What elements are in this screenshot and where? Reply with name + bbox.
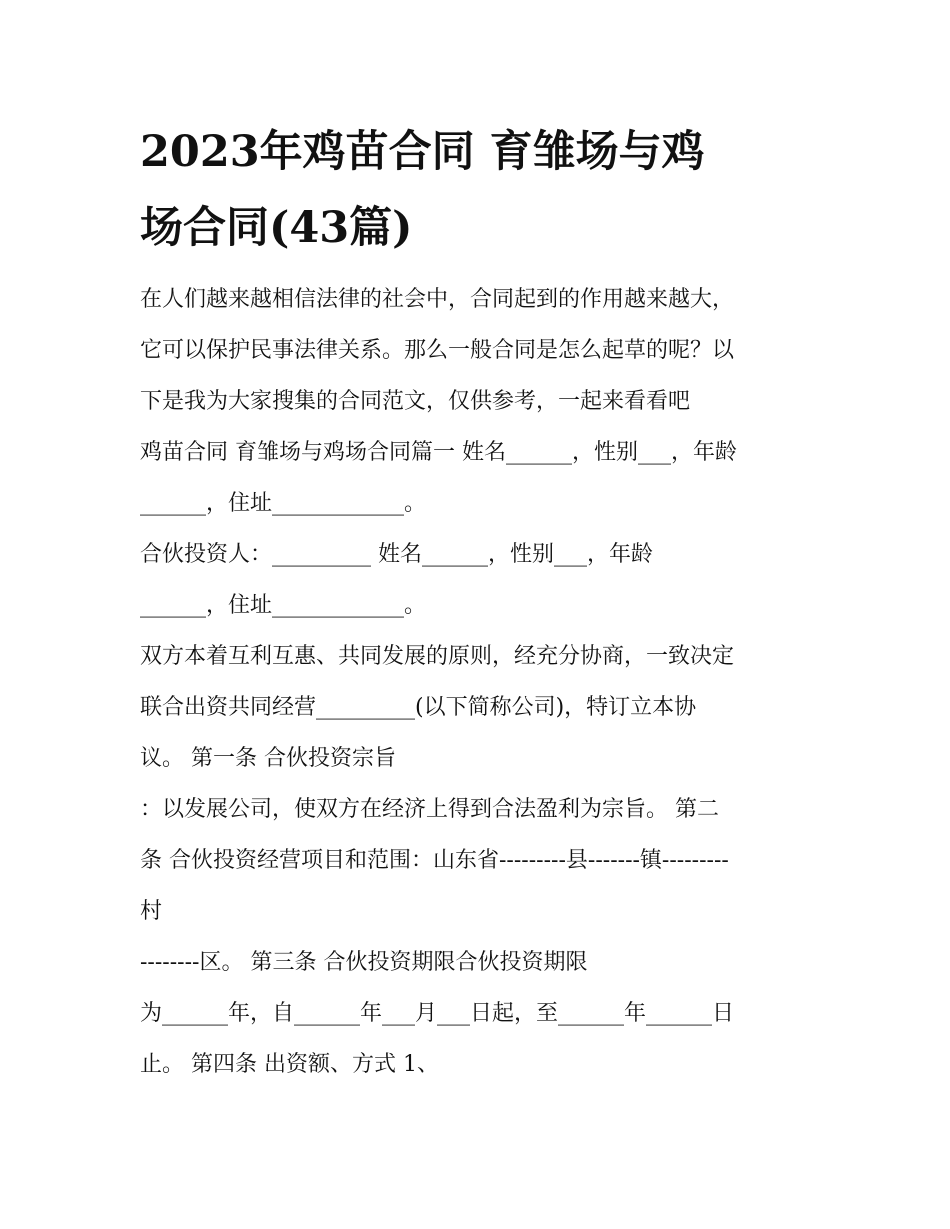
document-title <box>140 114 820 266</box>
body-line: 条 合伙投资经营项目和范围：山东省---------县-------镇--------- <box>140 848 729 873</box>
body-line: 双方本着互利互惠、共同发展的原则，经充分协商，一致决定 <box>140 644 735 669</box>
body-line: 村 <box>140 899 163 924</box>
document-body <box>140 274 840 1090</box>
body-line: 在人们越来越相信法律的社会中，合同起到的作用越来越大， <box>140 287 735 312</box>
body-line: 联合出资共同经营_________(以下简称公司)，特订立本协 <box>140 695 697 720</box>
body-line: 下是我为大家搜集的合同范文，仅供参考，一起来看看吧 <box>140 389 691 414</box>
body-line: ______，住址____________。 <box>140 593 427 618</box>
title-line-2: 场合同(43篇) <box>140 203 413 253</box>
body-line: ______，住址____________。 <box>140 491 427 516</box>
body-line: 合伙投资人：_________ 姓名______，性别___，年龄 <box>140 542 653 567</box>
body-line: 止。 第四条 出资额、方式 1、 <box>140 1052 439 1077</box>
title-line-1: 2023年鸡苗合同 育雏场与鸡 <box>140 127 705 177</box>
body-line: ：以发展公司，使双方在经济上得到合法盈利为宗旨。 第二 <box>140 797 719 822</box>
body-line: 鸡苗合同 育雏场与鸡场合同篇一 姓名______，性别___，年龄 <box>140 440 737 465</box>
body-line: 为______年，自______年___月___日起，至______年______日 <box>140 1001 735 1026</box>
body-line: --------区。 第三条 合伙投资期限合伙投资期限 <box>140 950 588 975</box>
body-line: 它可以保护民事法律关系。那么一般合同是怎么起草的呢？以 <box>140 338 735 363</box>
body-line: 议。 第一条 合伙投资宗旨 <box>140 746 396 771</box>
